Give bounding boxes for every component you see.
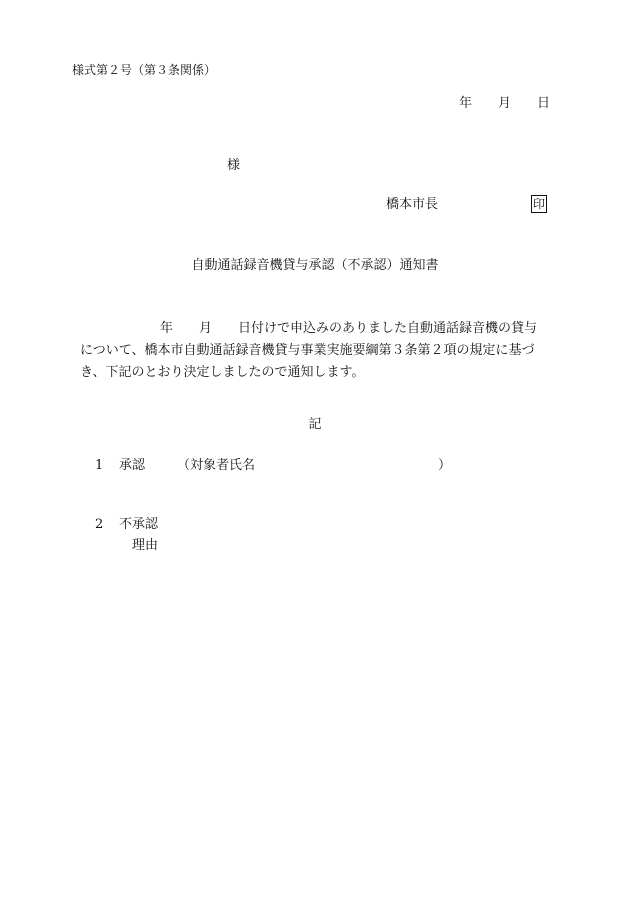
seal-mark: 印 [532, 197, 545, 211]
item-approval [95, 458, 452, 474]
form-number: 様式第２号（第３条関係） [72, 63, 217, 77]
item-label: 不承認 [119, 517, 159, 532]
date-line [459, 96, 550, 112]
body-paragraph [80, 318, 560, 384]
body-month: 月 [199, 321, 213, 336]
item-number: 2 [95, 517, 104, 532]
body-line-3: き、下記のとおり決定しましたので通知します。 [80, 365, 365, 380]
date-month: 月 [497, 96, 511, 111]
body-line-2: について、橋本市自動通話録音機貸与事業実施要綱第３条第２項の規定に基づ [80, 343, 535, 358]
date-day: 日 [536, 96, 550, 111]
addressee-suffix: 様 [227, 158, 241, 173]
date-year: 年 [458, 96, 472, 111]
body-year: 年 [160, 321, 174, 336]
body-line-1-rest: 日付けで申込みのありました自動通話録音機の貸与 [238, 321, 538, 336]
document-title: 自動通話録音機貸与承認（不承認）通知書 [191, 258, 439, 273]
item-number: 1 [95, 458, 104, 473]
item-detail: （対象者氏名 [177, 458, 256, 473]
body-line-1 [80, 318, 560, 340]
item-detail-close: ） [438, 458, 452, 473]
item-disapproval [95, 517, 158, 533]
issuer-name: 橋本市長 [386, 197, 439, 212]
reason-label: 理由 [132, 538, 159, 553]
ki-heading: 記 [308, 417, 322, 432]
item-label: 承認 [119, 458, 146, 473]
